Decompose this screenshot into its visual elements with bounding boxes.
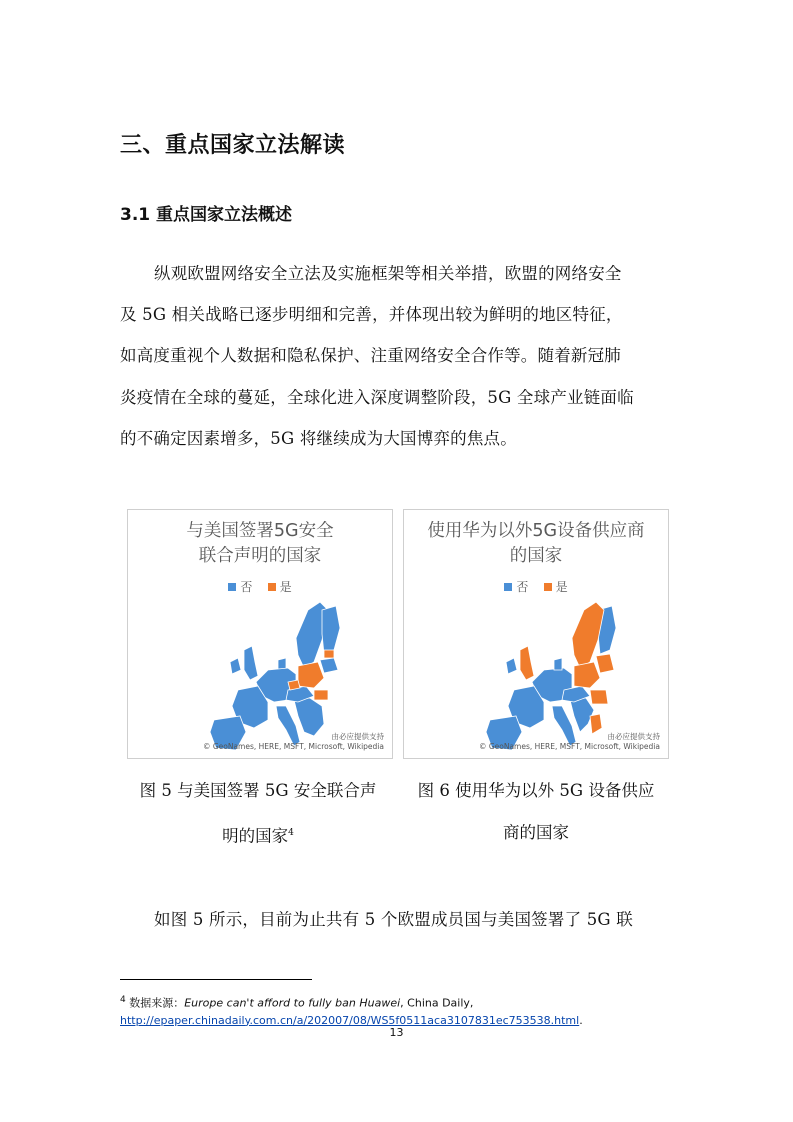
figure-5-caption-line2 (120, 823, 396, 847)
europe-map (404, 510, 668, 758)
legend-yes-label: 是 (555, 580, 568, 594)
figure-5-caption-line1: 图 5 与美国签署 5G 安全联合声 (139, 781, 377, 800)
region-romania (314, 690, 328, 700)
footnote-source: , China Daily, (400, 996, 474, 1010)
legend-no-label: 否 (516, 580, 529, 594)
footnote-ref[interactable]: 4 (288, 828, 294, 838)
figure-title-line: 的国家 (509, 546, 563, 566)
footnote-link[interactable]: http://epaper.chinadaily.com.cn/a/202007/08/WS5f0511aca3107831ec753538.html (120, 1013, 580, 1027)
map-credit (479, 732, 660, 752)
subsection-heading: 3.1 重点国家立法概述 (120, 205, 293, 225)
footnote-label: 数据来源： (129, 996, 185, 1010)
credit-line: © GeoNames, HERE, MSFT, Microsoft, Wikipedia (478, 742, 660, 751)
region-czech (288, 680, 300, 690)
region-uk (244, 646, 258, 680)
region-uk (520, 646, 534, 680)
figure-6-map-chart (403, 509, 669, 759)
paragraph-line: 纵观欧盟网络安全立法及实施框架等相关举措，欧盟的网络安全 (154, 264, 622, 283)
region-baltics (596, 654, 614, 673)
region-balkans (570, 698, 594, 732)
region-romania (590, 690, 608, 704)
figure-5-map-chart (127, 509, 393, 759)
paragraph-line: 炎疫情在全球的蔓延，全球化进入深度调整阶段，5G 全球产业链面临 (120, 388, 634, 407)
paragraph-line: 如图 5 所示，目前为止共有 5 个欧盟成员国与美国签署了 5G 联 (154, 910, 633, 929)
region-poland (574, 662, 600, 688)
figure-6-caption-line1: 图 6 使用华为以外 5G 设备供应 (417, 781, 655, 800)
credit-line: 由必应提供支持 (607, 732, 660, 741)
footnote-url-suffix: . (579, 1013, 583, 1027)
map-credit (203, 732, 384, 752)
paragraph-line: 的不确定因素增多，5G 将继续成为大国博弈的焦点。 (120, 429, 517, 448)
page-number: 13 (389, 1026, 404, 1039)
region-ireland (506, 658, 517, 674)
region-ireland (230, 658, 241, 674)
credit-line: © GeoNames, HERE, MSFT, Microsoft, Wikipedia (202, 742, 384, 751)
region-baltics (320, 658, 338, 673)
paragraph-line: 及 5G 相关战略已逐步明细和完善，并体现出较为鲜明的地区特征， (120, 305, 623, 324)
region-denmark (554, 658, 562, 670)
section-heading: 三、重点国家立法解读 (120, 133, 346, 158)
region-balkans (294, 698, 324, 736)
paragraph-line: 如高度重视个人数据和隐私保护、注重网络安全合作等。随着新冠肺 (120, 346, 621, 365)
footnote-title: Europe can't afford to fully ban Huawei (184, 996, 401, 1010)
europe-map (128, 510, 392, 758)
region-finland (322, 606, 340, 654)
footnote-divider (120, 979, 312, 980)
region-greece (590, 714, 602, 734)
region-estonia (324, 650, 334, 658)
legend-yes-label: 是 (279, 580, 292, 594)
figure-title-line: 联合声明的国家 (198, 546, 322, 566)
figure-title-line: 与美国签署5G安全 (186, 521, 334, 541)
region-poland (298, 662, 324, 688)
credit-line: 由必应提供支持 (331, 732, 384, 741)
figure-6-caption-line2: 商的国家 (503, 823, 569, 842)
legend-no-label: 否 (240, 580, 253, 594)
caption-text: 明的国家 (222, 826, 289, 846)
footnote (120, 992, 583, 1029)
footnote-mark: 4 (120, 995, 126, 1005)
figure-title-line: 使用华为以外5G设备供应商 (427, 521, 645, 541)
